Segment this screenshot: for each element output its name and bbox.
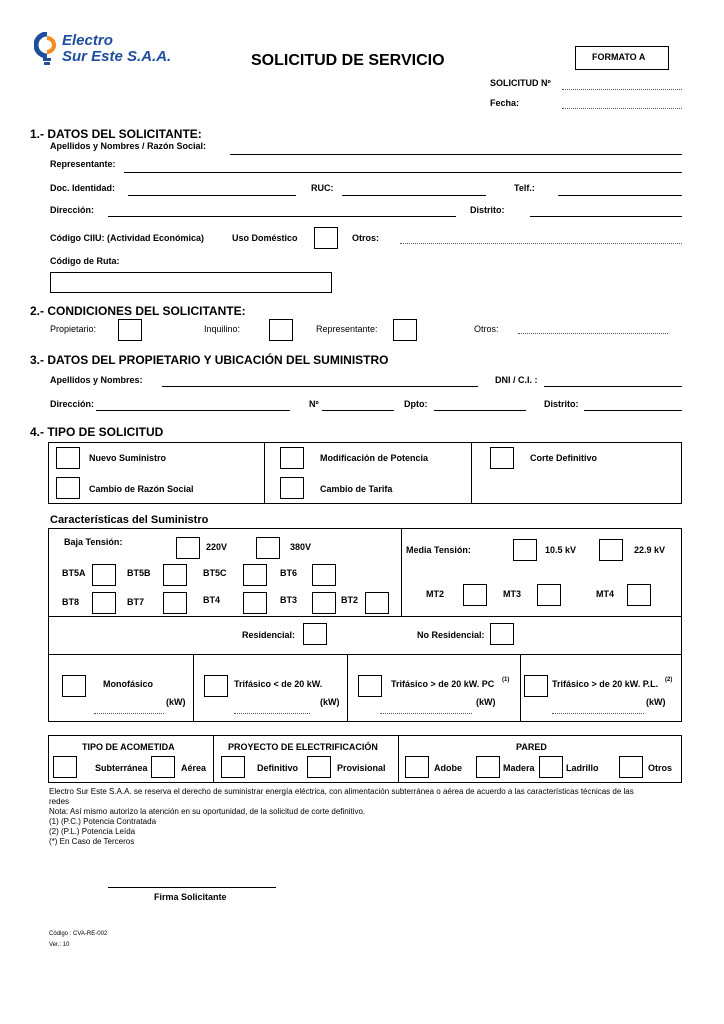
divider bbox=[48, 616, 682, 617]
section1-title: 1.- DATOS DEL SOLICITANTE: bbox=[30, 127, 202, 141]
mt4-checkbox[interactable] bbox=[627, 584, 651, 606]
uso-domestico-checkbox[interactable] bbox=[314, 227, 338, 249]
propietario-checkbox[interactable] bbox=[118, 319, 142, 341]
ruc-label: RUC: bbox=[311, 183, 334, 193]
bt6-label: BT6 bbox=[280, 568, 298, 578]
prop-distrito-field[interactable] bbox=[584, 410, 682, 411]
no-residencial-label: No Residencial: bbox=[417, 630, 485, 640]
pared-label: PARED bbox=[516, 742, 547, 752]
bt5a-label: BT5A bbox=[62, 568, 86, 578]
corte-label: Corte Definitivo bbox=[530, 453, 598, 463]
monofasico-checkbox[interactable] bbox=[62, 675, 86, 697]
trifasico3-kw-label: (kW) bbox=[646, 697, 666, 707]
divider bbox=[398, 735, 399, 783]
bt5c-checkbox[interactable] bbox=[243, 564, 267, 586]
adobe-label: Adobe bbox=[434, 763, 462, 773]
mt2-checkbox[interactable] bbox=[463, 584, 487, 606]
solicitud-label: SOLICITUD Nº bbox=[490, 78, 551, 88]
representante-checkbox[interactable] bbox=[393, 319, 417, 341]
note-line: (*) En Caso de Terceros bbox=[49, 837, 135, 846]
trifasico1-checkbox[interactable] bbox=[204, 675, 228, 697]
prop-apellidos-field[interactable] bbox=[162, 386, 478, 387]
trifasico1-kw-label: (kW) bbox=[320, 697, 340, 707]
modificacion-label: Modificación de Potencia bbox=[320, 453, 429, 463]
otros2-field[interactable] bbox=[518, 333, 668, 334]
divider bbox=[347, 654, 348, 722]
bt2-label: BT2 bbox=[341, 595, 359, 605]
aerea-label: Aérea bbox=[181, 763, 207, 773]
trifasico2-checkbox[interactable] bbox=[358, 675, 382, 697]
subterranea-label: Subterránea bbox=[95, 763, 148, 773]
telf-label: Telf.: bbox=[514, 183, 535, 193]
distrito-field[interactable] bbox=[530, 216, 682, 217]
ciiu-label: Código CIIU: (Actividad Económica) bbox=[50, 233, 205, 243]
mt2-label: MT2 bbox=[426, 589, 444, 599]
section4-title: 4.- TIPO DE SOLICITUD bbox=[30, 425, 164, 439]
definitivo-checkbox[interactable] bbox=[221, 756, 245, 778]
trifasico3-kw-field[interactable] bbox=[552, 713, 644, 714]
trifasico1-kw-field[interactable] bbox=[234, 713, 310, 714]
bt4-checkbox[interactable] bbox=[243, 592, 267, 614]
trifasico1-label: Trifásico < de 20 kW. bbox=[234, 679, 323, 689]
22kv-checkbox[interactable] bbox=[599, 539, 623, 561]
dni-field[interactable] bbox=[544, 386, 682, 387]
madera-label: Madera bbox=[503, 763, 535, 773]
380v-checkbox[interactable] bbox=[256, 537, 280, 559]
ciiu-otros-field[interactable] bbox=[400, 243, 682, 244]
definitivo-label: Definitivo bbox=[257, 763, 299, 773]
distrito-label: Distrito: bbox=[470, 205, 505, 215]
prop-direccion-label: Dirección: bbox=[50, 399, 95, 409]
apellidos-label: Apellidos y Nombres / Razón Social: bbox=[50, 141, 207, 151]
dpto-field[interactable] bbox=[434, 410, 526, 411]
ladrillo-checkbox[interactable] bbox=[539, 756, 563, 778]
divider bbox=[48, 654, 682, 655]
otros2-label: Otros: bbox=[474, 324, 499, 334]
direccion-label: Dirección: bbox=[50, 205, 95, 215]
ruta-field[interactable] bbox=[50, 272, 332, 293]
form-title: SOLICITUD DE SERVICIO bbox=[251, 52, 445, 69]
ladrillo-label: Ladrillo bbox=[566, 763, 599, 773]
prop-apellidos-label: Apellidos y Nombres: bbox=[50, 375, 143, 385]
bt8-checkbox[interactable] bbox=[92, 592, 116, 614]
divider bbox=[193, 654, 194, 722]
mt3-checkbox[interactable] bbox=[537, 584, 561, 606]
bt5b-checkbox[interactable] bbox=[163, 564, 187, 586]
bt5b-label: BT5B bbox=[127, 568, 151, 578]
otros-pared-label: Otros bbox=[648, 763, 673, 773]
trifasico3-checkbox[interactable] bbox=[524, 675, 548, 697]
company-logo bbox=[34, 30, 184, 70]
10kv-checkbox[interactable] bbox=[513, 539, 537, 561]
10kv-label: 10.5 kV bbox=[545, 545, 577, 555]
section2-title: 2.- CONDICIONES DEL SOLICITANTE: bbox=[30, 304, 246, 318]
monofasico-label: Monofásico bbox=[103, 679, 154, 689]
note-line: (2) (P.L.) Potencia Leída bbox=[49, 827, 136, 836]
fecha-field[interactable] bbox=[562, 108, 682, 109]
bt5a-checkbox[interactable] bbox=[92, 564, 116, 586]
dni-label: DNI / C.I. : bbox=[495, 375, 538, 385]
residencial-label: Residencial: bbox=[242, 630, 296, 640]
monofasico-kw-field[interactable] bbox=[94, 713, 164, 714]
trifasico3-label: Trifásico > de 20 kW. P.L. bbox=[552, 679, 659, 689]
bt6-checkbox[interactable] bbox=[312, 564, 336, 586]
bt3-label: BT3 bbox=[280, 595, 298, 605]
formato-label: FORMATO A bbox=[592, 52, 646, 62]
representante-label: Representante: bbox=[50, 159, 116, 169]
solicitud-field[interactable] bbox=[562, 89, 682, 90]
provisional-label: Provisional bbox=[337, 763, 386, 773]
nuevo-suministro-checkbox[interactable] bbox=[56, 447, 80, 469]
note-line: (1) (P.C.) Potencia Contratada bbox=[49, 817, 157, 826]
doc-label: Doc. Identidad: bbox=[50, 183, 115, 193]
monofasico-kw-label: (kW) bbox=[166, 697, 186, 707]
representante2-label: Representante: bbox=[316, 324, 378, 334]
prop-direccion-field[interactable] bbox=[96, 410, 290, 411]
media-tension-label: Media Tensión: bbox=[406, 545, 471, 555]
no-residencial-checkbox[interactable] bbox=[490, 623, 514, 645]
section3-title: 3.- DATOS DEL PROPIETARIO Y UBICACIÓN DEL SUMINISTRO bbox=[30, 353, 389, 367]
divider bbox=[520, 654, 521, 722]
ciiu-otros-label: Otros: bbox=[352, 233, 379, 243]
residencial-checkbox[interactable] bbox=[303, 623, 327, 645]
otros-pared-checkbox[interactable] bbox=[619, 756, 643, 778]
divider bbox=[401, 528, 402, 616]
divider bbox=[471, 442, 472, 504]
codigo-label: Código : CVA-RE-002 bbox=[49, 931, 108, 937]
signature-line[interactable] bbox=[108, 887, 276, 888]
inquilino-label: Inquilino: bbox=[204, 324, 241, 334]
bt8-label: BT8 bbox=[62, 597, 80, 607]
company-name-line1: Electro bbox=[62, 32, 113, 49]
220v-checkbox[interactable] bbox=[176, 537, 200, 559]
note-line: redes bbox=[49, 797, 70, 806]
baja-tension-label: Baja Tensión: bbox=[64, 537, 123, 547]
provisional-checkbox[interactable] bbox=[307, 756, 331, 778]
madera-checkbox[interactable] bbox=[476, 756, 500, 778]
trifasico2-kw-label: (kW) bbox=[476, 697, 496, 707]
inquilino-checkbox[interactable] bbox=[269, 319, 293, 341]
representante-field[interactable] bbox=[124, 172, 682, 173]
trifasico2-kw-field[interactable] bbox=[380, 713, 472, 714]
divider bbox=[264, 442, 265, 504]
trifasico2-label: Trifásico > de 20 kW. PC bbox=[391, 679, 495, 689]
bt3-checkbox[interactable] bbox=[312, 592, 336, 614]
trifasico2-sup: (1) bbox=[502, 677, 510, 683]
tipo-solicitud-table bbox=[48, 442, 682, 504]
prop-distrito-label: Distrito: bbox=[544, 399, 579, 409]
380v-label: 380V bbox=[290, 542, 312, 552]
bt5c-label: BT5C bbox=[203, 568, 227, 578]
bt7-label: BT7 bbox=[127, 597, 145, 607]
22kv-label: 22.9 kV bbox=[634, 545, 666, 555]
cambio-razon-checkbox[interactable] bbox=[56, 477, 80, 499]
fecha-label: Fecha: bbox=[490, 98, 520, 108]
cambio-tarifa-label: Cambio de Tarifa bbox=[320, 484, 393, 494]
caracteristicas-title: Características del Suministro bbox=[50, 514, 209, 526]
note-line: Nota: Así mismo autorizo la atención en su oportunidad, de la solicitud de corte definitivo. bbox=[49, 807, 366, 816]
note-line: Electro Sur Este S.A.A. se reserva el derecho de suministrar energía eléctrica, con alimentación subterránea o aérea de acuerdo a las características técnicas de las bbox=[49, 787, 634, 796]
divider bbox=[213, 735, 214, 783]
modificacion-checkbox[interactable] bbox=[280, 447, 304, 469]
adobe-checkbox[interactable] bbox=[405, 756, 429, 778]
bt4-label: BT4 bbox=[203, 595, 221, 605]
bt7-checkbox[interactable] bbox=[163, 592, 187, 614]
mt4-label: MT4 bbox=[596, 589, 614, 599]
cambio-razon-label: Cambio de Razón Social bbox=[89, 484, 194, 494]
company-name-line2: Sur Este S.A.A. bbox=[62, 48, 172, 65]
num-field[interactable] bbox=[322, 410, 394, 411]
bt2-checkbox[interactable] bbox=[365, 592, 389, 614]
trifasico3-sup: (2) bbox=[665, 677, 673, 683]
ruta-label: Código de Ruta: bbox=[50, 256, 120, 266]
tipo-acometida-label: TIPO DE ACOMETIDA bbox=[82, 742, 175, 752]
mt3-label: MT3 bbox=[503, 589, 521, 599]
ruc-field[interactable] bbox=[342, 195, 486, 196]
signature-label: Firma Solicitante bbox=[154, 892, 227, 902]
subterranea-checkbox[interactable] bbox=[53, 756, 77, 778]
cambio-tarifa-checkbox[interactable] bbox=[280, 477, 304, 499]
direccion-field[interactable] bbox=[108, 216, 456, 217]
apellidos-field[interactable] bbox=[230, 154, 682, 155]
nuevo-suministro-label: Nuevo Suministro bbox=[89, 453, 167, 463]
telf-field[interactable] bbox=[558, 195, 682, 196]
version-label: Ver.: 10 bbox=[49, 942, 70, 948]
dpto-label: Dpto: bbox=[404, 399, 428, 409]
logo-icon bbox=[34, 32, 60, 68]
aerea-checkbox[interactable] bbox=[151, 756, 175, 778]
propietario-label: Propietario: bbox=[50, 324, 97, 334]
doc-field[interactable] bbox=[128, 195, 296, 196]
uso-domestico-label: Uso Doméstico bbox=[232, 233, 298, 243]
proyecto-label: PROYECTO DE ELECTRIFICACIÓN bbox=[228, 742, 378, 752]
corte-checkbox[interactable] bbox=[490, 447, 514, 469]
num-label: Nº bbox=[309, 399, 319, 409]
220v-label: 220V bbox=[206, 542, 228, 552]
